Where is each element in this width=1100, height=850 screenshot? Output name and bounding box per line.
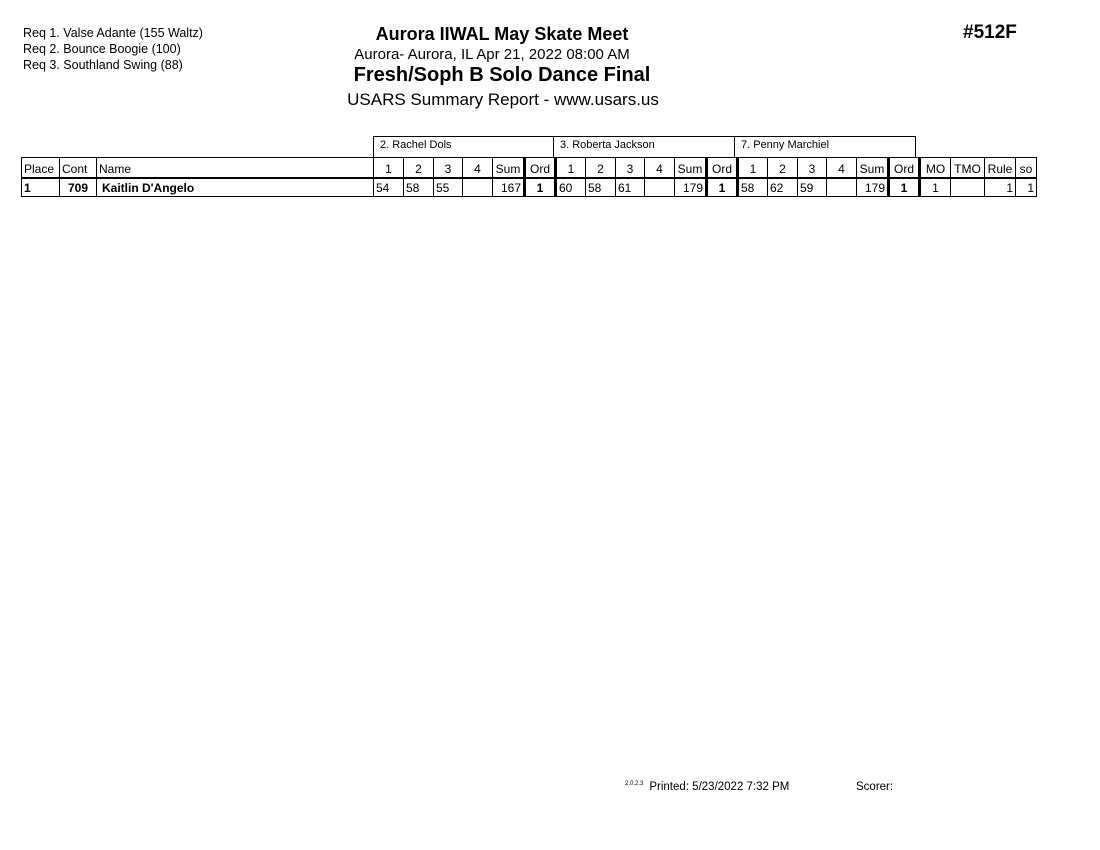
cell-j1-sum: 167 <box>493 178 525 197</box>
version-label: 2.0.2.3 <box>625 781 644 788</box>
cell-j3-ord: 1 <box>889 178 920 197</box>
judge-header-3: 7. Penny Marchiel <box>734 136 916 157</box>
cell-so: 1 <box>1016 178 1037 197</box>
cell-j1-s2: 58 <box>404 178 434 197</box>
cell-j3-s2: 62 <box>768 178 798 197</box>
cell-j2-s4 <box>645 178 675 197</box>
col-so: so <box>1016 158 1037 179</box>
col-cont: Cont <box>60 158 97 179</box>
cell-j3-s1: 58 <box>738 178 768 197</box>
cell-place: 1 <box>22 178 60 197</box>
col-j1-s3: 3 <box>434 158 463 179</box>
cell-j1-s3: 55 <box>434 178 463 197</box>
col-tmo: TMO <box>951 158 985 179</box>
judge-header-2: 3. Roberta Jackson <box>553 136 735 157</box>
col-j2-ord: Ord <box>707 158 738 179</box>
event-code: #512F <box>963 22 1017 43</box>
col-j2-s1: 1 <box>556 158 586 179</box>
scorer-label: Scorer: <box>856 781 894 793</box>
cell-j2-s3: 61 <box>616 178 645 197</box>
cell-name: Kaitlin D'Angelo <box>97 178 374 197</box>
col-j1-sum: Sum <box>493 158 525 179</box>
requirement-item: Req 3. Southland Swing (88) <box>23 58 183 72</box>
table-row <box>22 178 1037 197</box>
cell-j1-s4 <box>463 178 493 197</box>
col-j3-ord: Ord <box>889 158 920 179</box>
meet-title: Aurora IIWAL May Skate Meet <box>375 24 629 44</box>
cell-j1-ord: 1 <box>525 178 556 197</box>
requirement-item: Req 2. Bounce Boogie (100) <box>23 42 181 56</box>
results-table <box>21 157 1037 197</box>
col-j3-s1: 1 <box>738 158 768 179</box>
report-title: USARS Summary Report - www.usars.us <box>347 90 659 109</box>
meet-location-date: Aurora- Aurora, IL Apr 21, 2022 08:00 AM <box>354 46 630 63</box>
printed-footer <box>625 781 789 793</box>
cell-j3-s4 <box>827 178 857 197</box>
col-j2-sum: Sum <box>675 158 707 179</box>
cell-j2-s1: 60 <box>556 178 586 197</box>
col-name: Name <box>97 158 374 179</box>
cell-j3-s3: 59 <box>798 178 827 197</box>
judge-header-1: 2. Rachel Dols <box>373 136 554 157</box>
cell-j2-ord: 1 <box>707 178 738 197</box>
col-j1-ord: Ord <box>525 158 556 179</box>
col-j1-s4: 4 <box>463 158 493 179</box>
cell-j2-s2: 58 <box>586 178 616 197</box>
cell-j1-s1: 54 <box>374 178 404 197</box>
col-j3-s2: 2 <box>768 158 798 179</box>
col-mo: MO <box>920 158 951 179</box>
col-place: Place <box>22 158 60 179</box>
col-j3-s3: 3 <box>798 158 827 179</box>
printed-timestamp: Printed: 5/23/2022 7:32 PM <box>649 781 790 793</box>
col-rule: Rule <box>985 158 1016 179</box>
cell-j3-sum: 179 <box>857 178 889 197</box>
cell-rule: 1 <box>985 178 1016 197</box>
col-j3-s4: 4 <box>827 158 857 179</box>
col-j2-s2: 2 <box>586 158 616 179</box>
col-j1-s2: 2 <box>404 158 434 179</box>
col-j2-s4: 4 <box>645 158 675 179</box>
requirement-item: Req 1. Valse Adante (155 Waltz) <box>23 26 203 40</box>
table-header-row <box>22 158 1037 179</box>
cell-mo: 1 <box>920 178 951 197</box>
col-j2-s3: 3 <box>616 158 645 179</box>
event-title: Fresh/Soph B Solo Dance Final <box>353 64 651 86</box>
cell-j2-sum: 179 <box>675 178 707 197</box>
cell-cont: 709 <box>60 178 97 197</box>
cell-tmo <box>951 178 985 197</box>
col-j1-s1: 1 <box>374 158 404 179</box>
col-j3-sum: Sum <box>857 158 889 179</box>
